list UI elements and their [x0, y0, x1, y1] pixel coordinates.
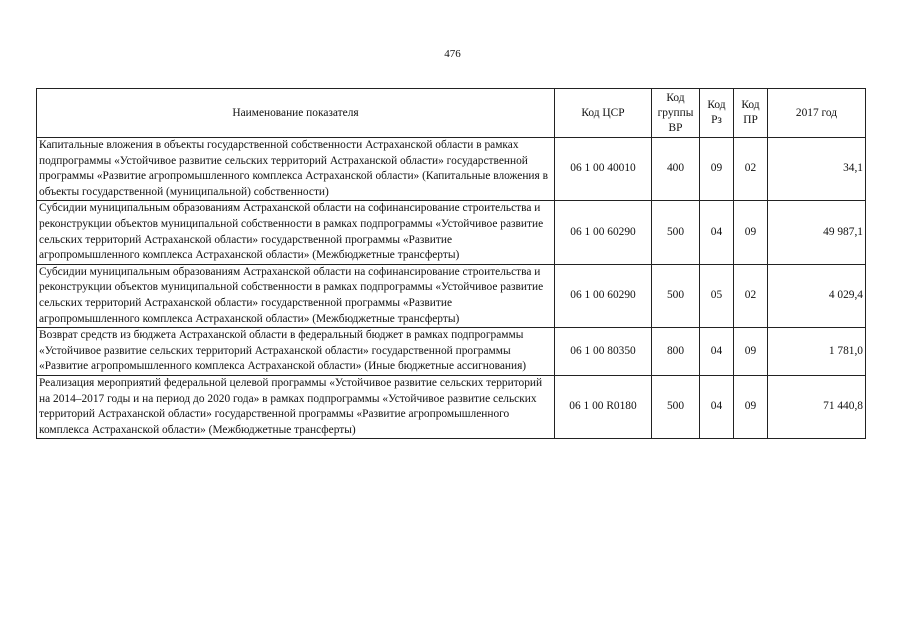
table-row: [37, 201, 866, 264]
row-rz-cell: 09: [700, 138, 734, 201]
row-vr-cell: 500: [652, 375, 700, 438]
row-vr-cell: 500: [652, 264, 700, 327]
row-name-cell: Реализация мероприятий федеральной целевой программы «Устойчивое развитие сельских территорий на 2014–2017 годы и на период до 2020 года» в рамках подпрограммы «Устойчивое развитие сельских территорий Астраханской области» государственной программы «Развитие агропромышленного комплекса Астраханской области» (Межбюджетные трансферты): [37, 375, 555, 438]
row-amount-cell: 4 029,4: [768, 264, 866, 327]
row-rz-cell: 04: [700, 201, 734, 264]
row-pr-cell: 09: [734, 201, 768, 264]
row-name-cell: Возврат средств из бюджета Астраханской области в федеральный бюджет в рамках подпрограммы «Устойчивое развитие сельских территорий Астраханской области» государственной программы «Развитие агропромышленного комплекса Астраханской области» (Иные бюджетные ассигнования): [37, 328, 555, 376]
row-pr-cell: 09: [734, 328, 768, 376]
table-row: [37, 264, 866, 327]
table-body: [37, 138, 866, 439]
row-csr-cell: 06 1 00 40010: [555, 138, 652, 201]
page-number: 476: [444, 48, 461, 60]
row-csr-cell: 06 1 00 80350: [555, 328, 652, 376]
row-pr-cell: 02: [734, 138, 768, 201]
row-vr-cell: 800: [652, 328, 700, 376]
table-row: [37, 138, 866, 201]
header-pr: Код ПР: [734, 89, 768, 138]
row-pr-cell: 02: [734, 264, 768, 327]
header-name: Наименование показателя: [37, 89, 555, 138]
header-vr: Код группы ВР: [652, 89, 700, 138]
row-name-cell: Субсидии муниципальным образованиям Астраханской области на софинансирование строительства и реконструкции объектов муниципальной собственности в рамках подпрограммы «Устойчивое развитие сельских территорий Астраханской области» государственной программы «Развитие агропромышленного комплекса Астраханской области» (Межбюджетные трансферты): [37, 201, 555, 264]
budget-table: [36, 88, 866, 439]
header-csr: Код ЦСР: [555, 89, 652, 138]
row-amount-cell: 49 987,1: [768, 201, 866, 264]
table-row: [37, 375, 866, 438]
row-rz-cell: 05: [700, 264, 734, 327]
row-csr-cell: 06 1 00 60290: [555, 201, 652, 264]
table-header-row: [37, 89, 866, 138]
row-amount-cell: 34,1: [768, 138, 866, 201]
row-vr-cell: 400: [652, 138, 700, 201]
table-row: [37, 328, 866, 376]
header-year: 2017 год: [768, 89, 866, 138]
row-pr-cell: 09: [734, 375, 768, 438]
row-amount-cell: 71 440,8: [768, 375, 866, 438]
row-csr-cell: 06 1 00 60290: [555, 264, 652, 327]
row-name-cell: Капитальные вложения в объекты государственной собственности Астраханской области в рамках подпрограммы «Устойчивое развитие сельских территорий Астраханской области» государственной программы «Развитие агропромышленного комплекса Астраханской области» (Капитальные вложения в объекты государственной (муниципальной) собственности): [37, 138, 555, 201]
row-rz-cell: 04: [700, 375, 734, 438]
row-name-cell: Субсидии муниципальным образованиям Астраханской области на софинансирование строительства и реконструкции объектов муниципальной собственности в рамках подпрограммы «Устойчивое развитие сельских территорий Астраханской области» государственной программы «Развитие агропромышленного комплекса Астраханской области» (Межбюджетные трансферты): [37, 264, 555, 327]
row-vr-cell: 500: [652, 201, 700, 264]
row-rz-cell: 04: [700, 328, 734, 376]
header-rz: Код Рз: [700, 89, 734, 138]
row-amount-cell: 1 781,0: [768, 328, 866, 376]
row-csr-cell: 06 1 00 R0180: [555, 375, 652, 438]
